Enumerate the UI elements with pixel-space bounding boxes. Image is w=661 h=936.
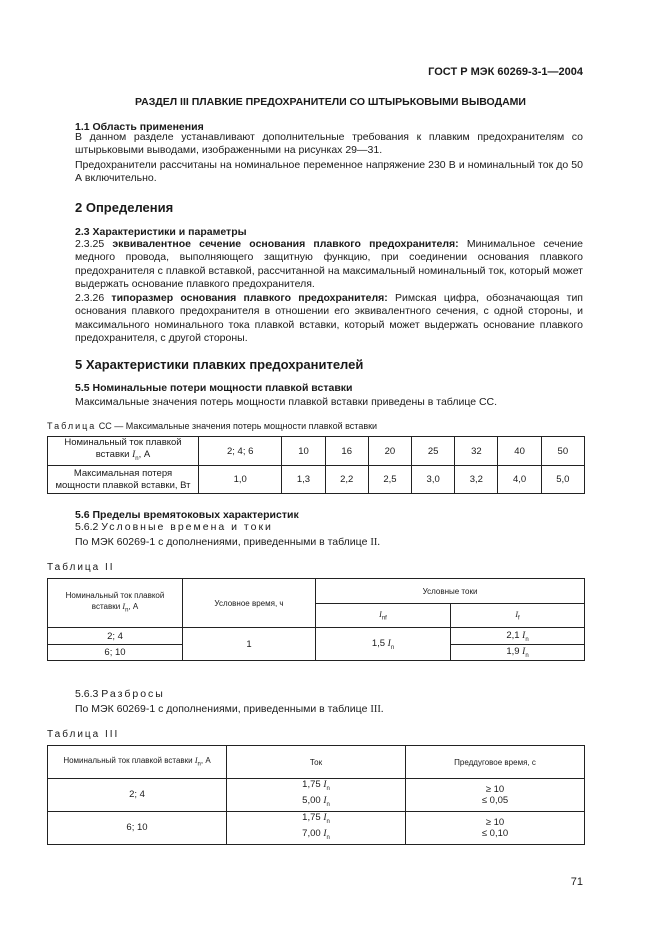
heading-5-6: 5.6 Пределы времятоковых характеристик <box>75 509 299 521</box>
symbol: I <box>522 630 526 641</box>
heading-5: 5 Характеристики плавких предохранителей <box>75 357 364 372</box>
table-cell <box>406 779 585 812</box>
value: ≥ 10 <box>485 783 505 795</box>
symbol: I <box>387 638 391 649</box>
table-cell: 1 <box>183 628 316 661</box>
symbol-sub: n <box>135 455 139 462</box>
table-cell <box>451 628 585 645</box>
symbol: I <box>194 756 198 766</box>
symbol-sub: n <box>525 636 529 643</box>
symbol: I <box>515 609 518 619</box>
symbol: I <box>323 812 327 823</box>
table-row <box>48 811 585 844</box>
label-part: Номинальный ток плавкой вставки <box>63 756 195 766</box>
table-cc-row2-label <box>48 466 199 494</box>
symbol-sub: n <box>125 607 129 614</box>
table-cell <box>316 628 451 661</box>
table-row <box>48 437 585 466</box>
symbol-sub: n <box>326 801 330 808</box>
table-cell: 1,3 <box>282 466 325 494</box>
table-cell: 2; 4; 6 <box>199 437 282 466</box>
value: 1,5 <box>371 637 388 649</box>
heading-1-1: 1.1 Область применения <box>75 121 204 133</box>
unit: , А <box>200 756 211 766</box>
symbol: I <box>122 601 126 611</box>
label-part: Максимальная потеря <box>73 467 173 479</box>
table-iii-header-current <box>48 746 227 779</box>
table-cell <box>227 811 406 844</box>
table-ii-header-time: Условное время, ч <box>183 579 316 628</box>
table-row <box>48 628 585 645</box>
def-term: эквивалентное сечение основания плавкого предохранителя: <box>112 238 459 250</box>
text: По МЭК 60269-1 с дополнениями, приведенными в таблице <box>75 703 371 715</box>
table-iii-header-time: Преддуговое время, с <box>406 746 585 779</box>
label-part: вставки <box>91 601 123 611</box>
table-iii <box>47 745 585 845</box>
def-num: 2.3.25 <box>75 238 113 250</box>
table-ref: III. <box>370 704 384 715</box>
table-cell: 2,2 <box>325 466 368 494</box>
table-cell: 25 <box>412 437 455 466</box>
table-cell: 40 <box>498 437 541 466</box>
symbol-sub: n <box>197 761 201 768</box>
table-ii-header-current <box>48 579 183 628</box>
value: ≤ 0,05 <box>481 794 509 806</box>
value: 2,1 <box>506 629 523 641</box>
para-5-5: Максимальные значения потерь мощности плавкой вставки приведены в таблице СС. <box>75 396 498 408</box>
table-cell: 2,5 <box>368 466 411 494</box>
symbol-sub: f <box>518 615 520 622</box>
table-cell: 16 <box>325 437 368 466</box>
table-cell: 10 <box>282 437 325 466</box>
value: ≤ 0,10 <box>481 827 509 839</box>
symbol: I <box>132 450 136 461</box>
para-1-1-a <box>75 131 583 158</box>
heading-5-6-2 <box>75 521 583 534</box>
value: 1,75 <box>302 811 324 823</box>
symbol-sub: n <box>326 785 330 792</box>
table-cell: 5,0 <box>541 466 584 494</box>
heading-5-5: 5.5 Номинальные потери мощности плавкой вставки <box>75 382 353 394</box>
table-ii-header-currents: Условные токи <box>316 579 585 604</box>
symbol: I <box>379 609 382 619</box>
heading-2: 2 Определения <box>75 200 174 215</box>
table-cell: 3,2 <box>455 466 498 494</box>
para-5-6-3 <box>75 703 583 716</box>
title: Условные времена и токи <box>101 521 273 533</box>
num: 5.6.3 <box>75 688 102 700</box>
table-cell: 50 <box>541 437 584 466</box>
value: 5,00 <box>302 794 324 806</box>
label-part: Номинальный ток плавкой <box>64 437 182 449</box>
para-1-1-a-text: В данном разделе устанавливают дополнительные требования к плавким предохранителям со штырьковыми выводами, изображенными на рисунках 29—31. <box>75 131 583 157</box>
para-5-6-2 <box>75 536 583 549</box>
table-cell: 2; 4 <box>48 628 183 645</box>
table-row <box>48 779 585 812</box>
value: 1,75 <box>302 779 324 790</box>
table-ref: II. <box>370 537 380 548</box>
def-num: 2.3.26 <box>75 292 112 304</box>
symbol: I <box>323 780 327 790</box>
value: 1,9 <box>506 646 523 658</box>
unit: , А <box>138 449 151 461</box>
symbol-sub: n <box>390 644 395 651</box>
label-part: вставки <box>95 449 133 461</box>
title: Разбросы <box>101 688 165 700</box>
table-cell: 1,0 <box>199 466 282 494</box>
symbol: I <box>522 647 526 658</box>
table-cell: 20 <box>368 437 411 466</box>
caption-rest: СС — Максимальные значения потерь мощности плавкой вставки <box>96 421 378 431</box>
text: По МЭК 60269-1 с дополнениями, приведенными в таблице <box>75 536 371 548</box>
table-ii-header-inf <box>316 604 451 628</box>
document-code: ГОСТ Р МЭК 60269-3-1—2004 <box>428 66 583 78</box>
table-cell: 6; 10 <box>48 811 227 844</box>
symbol: I <box>323 795 327 806</box>
symbol-sub: n <box>525 652 529 659</box>
table-ii-header-if <box>451 604 585 628</box>
table-iii-caption: Таблица III <box>47 729 120 740</box>
symbol-sub: n <box>326 818 330 825</box>
page-number: 71 <box>570 876 583 888</box>
table-cell: 3,0 <box>412 466 455 494</box>
table-cell <box>406 811 585 844</box>
value: ≥ 10 <box>485 816 505 828</box>
table-row <box>48 466 585 494</box>
table-row <box>48 579 585 604</box>
definition-2-3-26 <box>75 292 583 345</box>
value: 7,00 <box>302 827 324 839</box>
table-ii-caption: Таблица II <box>47 562 115 573</box>
num: 5.6.2 <box>75 521 102 533</box>
symbol-sub: nf <box>381 615 387 622</box>
table-cell: 4,0 <box>498 466 541 494</box>
table-cc-caption <box>47 421 377 431</box>
para-1-1-b-text: Предохранители рассчитаны на номинальное переменное напряжение 230 В и номинальный ток до 50 А включительно. <box>75 159 583 185</box>
table-cc <box>47 436 585 494</box>
definition-2-3-25 <box>75 238 583 291</box>
def-text: Римская цифра, обозначающая тип основания плавкого предохранителя в отношении его эквивалентного сечения, с одной стороны, и максимального номинального тока плавкой вставки, который может выдержать основание плавкого предохранителя, с другой стороны. <box>75 292 583 344</box>
table-cc-row1-label <box>48 437 199 466</box>
symbol-sub: n <box>326 834 330 841</box>
def-text: Минимальное сечение медного провода, выполняющего защитную функцию, при соединении основания плавкого предохранителя с плавкой вставкой, рассчитанной на максимальный номинальный ток, который может выдержать основание плавкого предохранителя. <box>75 238 583 290</box>
def-term: типоразмер основания плавкого предохранителя: <box>111 292 388 304</box>
table-cell: 2; 4 <box>48 779 227 812</box>
table-cell <box>227 779 406 812</box>
section-title: РАЗДЕЛ III ПЛАВКИЕ ПРЕДОХРАНИТЕЛИ СО ШТЫРЬКОВЫМИ ВЫВОДАМИ <box>135 96 526 108</box>
table-ii <box>47 578 585 661</box>
unit: , А <box>128 601 139 611</box>
table-iii-header-tok: Ток <box>227 746 406 779</box>
caption-word: Таблица <box>47 421 97 431</box>
heading-2-3: 2.3 Характеристики и параметры <box>75 226 247 238</box>
table-cell: 32 <box>455 437 498 466</box>
label-part: Номинальный ток плавкой <box>65 590 165 600</box>
heading-5-6-3 <box>75 688 583 701</box>
label-part: мощности плавкой вставки, Вт <box>55 479 191 491</box>
table-cell <box>451 645 585 661</box>
table-row <box>48 746 585 779</box>
symbol: I <box>323 828 327 839</box>
table-cell: 6; 10 <box>48 645 183 661</box>
para-1-1-b <box>75 159 583 186</box>
